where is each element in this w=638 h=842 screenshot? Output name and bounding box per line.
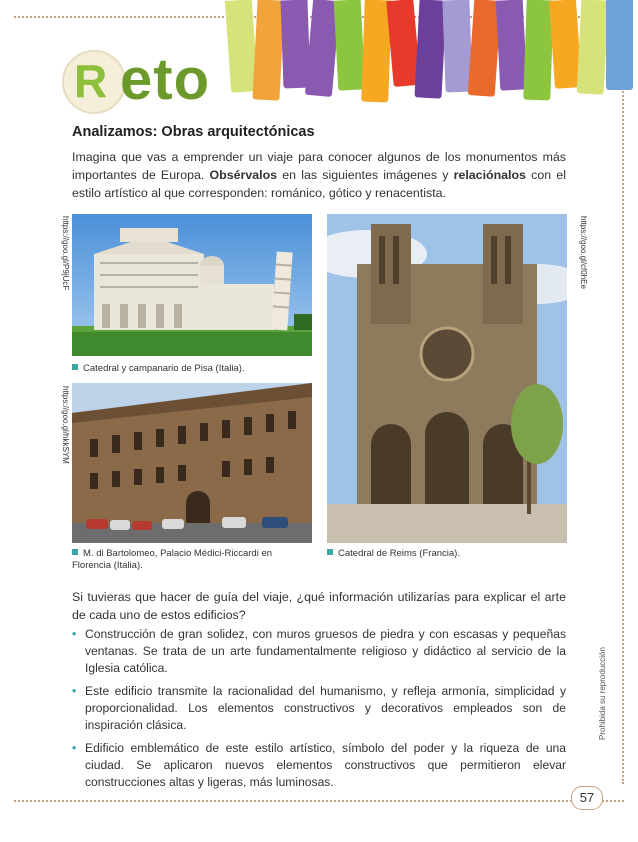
header-color-strip	[252, 0, 284, 101]
page-number: 57	[571, 786, 603, 810]
medici-riccardi-palace-photo	[72, 383, 312, 543]
bullet-icon: •	[72, 627, 77, 641]
florence-photo-credit: https://goo.gl/hkkSYM	[61, 386, 70, 464]
pisa-cathedral-photo	[72, 214, 312, 356]
keyword-observalos: Obsérvalos	[209, 168, 278, 182]
section-title: Analizamos: Obras arquitectónicas	[72, 124, 315, 140]
header-color-strip	[414, 0, 446, 99]
bullet-icon: •	[72, 684, 77, 698]
reto-logo	[62, 47, 222, 116]
pisa-photo-credit: https://goo.gl/P9jUcF	[61, 216, 70, 291]
bottom-dotted-border	[14, 800, 624, 802]
guide-question: Si tuvieras que hacer de guía del viaje, ¿qué información utilizarías para explicar el arte de cada uno de estos edificios?	[72, 590, 566, 622]
florence-photo-caption: M. di Bartolomeo, Palacio Médici-Riccardi en Florencia (Italia).	[72, 548, 273, 571]
intro-paragraph: Imagina que vas a emprender un viaje para conocer algunos de los monumentos más importantes de Europa. Obsérvalos en las siguientes imágenes y relaciónalos con el estilo artístico al que corresponden: románico, gótico y renacentista.	[72, 150, 566, 200]
logo-letter: R	[74, 55, 108, 107]
list-item: • Edificio emblemático de este estilo artístico, símbolo del poder y la riqueza de una ciudad. Se aplicaron nuevos elementos constructivos que permitieron elevar construcciones altas y ligeras, más luminosas.	[72, 741, 566, 789]
reims-photo-caption: Catedral de Reims (Francia).	[327, 548, 567, 560]
reims-photo-credit: https://goo.gl/cf0hEe	[579, 216, 588, 289]
copyright-side-note: Prohibida su reproducción	[598, 647, 607, 740]
right-dotted-border	[622, 16, 624, 784]
caption-square-icon	[72, 364, 78, 370]
header-color-strip	[577, 0, 609, 95]
caption-square-icon	[327, 549, 333, 555]
caption-square-icon	[72, 549, 78, 555]
header-color-strip	[334, 0, 366, 91]
list-item: • Este edificio transmite la racionalidad del humanismo, y refleja armonía, simplicidad y proporcionalidad. Los elementos constructivos y decorativos empleados son de inspiración clásica.	[72, 684, 566, 732]
reims-cathedral-photo	[327, 214, 567, 543]
style-descriptions-list	[72, 626, 566, 797]
logo-text: eto	[120, 47, 210, 112]
header-color-strip	[496, 0, 528, 91]
pisa-photo-caption: Catedral y campanario de Pisa (Italia).	[72, 363, 312, 375]
header-color-strips	[228, 0, 638, 104]
keyword-relacionalos: relaciónalos	[453, 168, 526, 182]
bullet-icon: •	[72, 741, 77, 755]
header-color-strip	[606, 0, 633, 90]
list-item: • Construcción de gran solidez, con muros gruesos de piedra y con escasas y pequeñas ventanas. Se trata de un arte fundamentalmente religioso y didáctico al servicio de la Iglesia católica.	[72, 627, 566, 675]
